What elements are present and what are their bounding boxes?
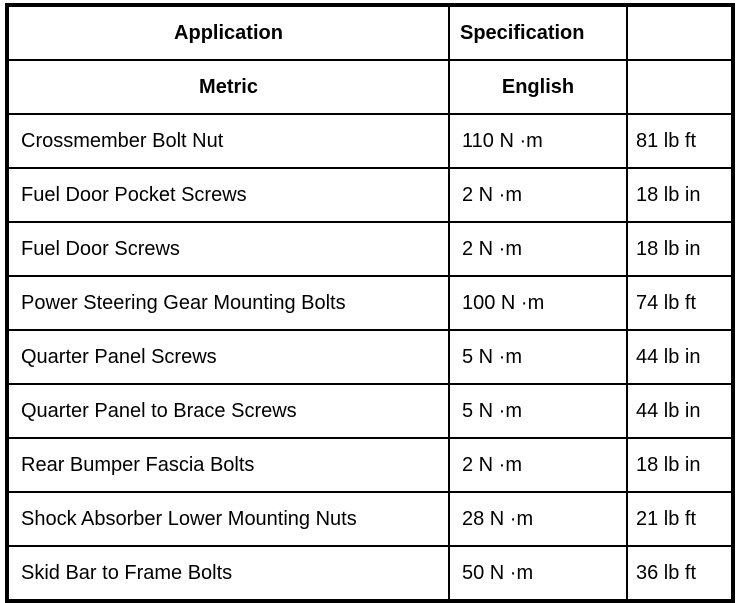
english-value-cell: 44 lb in xyxy=(627,384,733,438)
english-header: English xyxy=(449,60,627,114)
metric-value-cell: 28 N ·m xyxy=(449,492,627,546)
english-value-cell: 18 lb in xyxy=(627,438,733,492)
metric-value-cell: 2 N ·m xyxy=(449,168,627,222)
empty-header-cell xyxy=(627,5,733,60)
english-value-cell: 44 lb in xyxy=(627,330,733,384)
table-row xyxy=(7,276,733,330)
metric-value-cell: 5 N ·m xyxy=(449,330,627,384)
application-cell: Rear Bumper Fascia Bolts xyxy=(7,438,449,492)
metric-header: Metric xyxy=(7,60,449,114)
metric-value-cell: 2 N ·m xyxy=(449,438,627,492)
application-cell: Quarter Panel to Brace Screws xyxy=(7,384,449,438)
table-row xyxy=(7,168,733,222)
english-value-cell: 74 lb ft xyxy=(627,276,733,330)
table-row xyxy=(7,330,733,384)
application-cell: Fuel Door Screws xyxy=(7,222,449,276)
table-body xyxy=(7,114,733,601)
english-value-cell: 18 lb in xyxy=(627,222,733,276)
metric-value-cell: 110 N ·m xyxy=(449,114,627,168)
empty-subheader-cell xyxy=(627,60,733,114)
table-row xyxy=(7,222,733,276)
metric-value-cell: 50 N ·m xyxy=(449,546,627,601)
english-value-cell: 21 lb ft xyxy=(627,492,733,546)
table-row xyxy=(7,492,733,546)
application-cell: Power Steering Gear Mounting Bolts xyxy=(7,276,449,330)
subheader-row xyxy=(7,60,733,114)
application-header: Application xyxy=(7,5,449,60)
application-cell: Shock Absorber Lower Mounting Nuts xyxy=(7,492,449,546)
english-value-cell: 18 lb in xyxy=(627,168,733,222)
metric-value-cell: 5 N ·m xyxy=(449,384,627,438)
torque-spec-table xyxy=(5,3,735,603)
table-row xyxy=(7,384,733,438)
application-cell: Fuel Door Pocket Screws xyxy=(7,168,449,222)
table-row xyxy=(7,438,733,492)
english-value-cell: 81 lb ft xyxy=(627,114,733,168)
english-value-cell: 36 lb ft xyxy=(627,546,733,601)
application-cell: Skid Bar to Frame Bolts xyxy=(7,546,449,601)
application-cell: Crossmember Bolt Nut xyxy=(7,114,449,168)
header-row xyxy=(7,5,733,60)
table-row xyxy=(7,114,733,168)
metric-value-cell: 100 N ·m xyxy=(449,276,627,330)
application-cell: Quarter Panel Screws xyxy=(7,330,449,384)
metric-value-cell: 2 N ·m xyxy=(449,222,627,276)
specification-header: Specification xyxy=(449,5,627,60)
table-row xyxy=(7,546,733,601)
